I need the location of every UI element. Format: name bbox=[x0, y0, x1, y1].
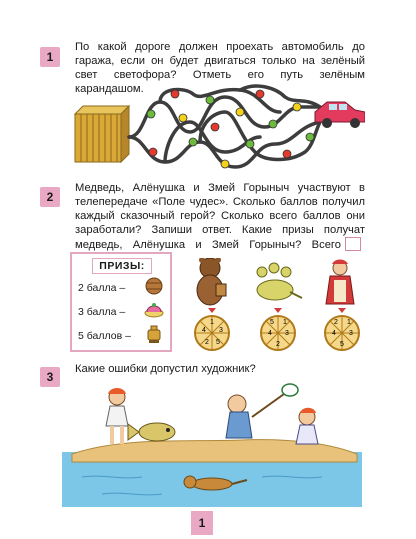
wheel-number: 2 bbox=[276, 341, 280, 348]
task-number-badge: 1 bbox=[40, 47, 60, 67]
prize-row-label: 2 балла – bbox=[78, 282, 126, 294]
cake-icon bbox=[144, 300, 164, 318]
task2-main-text: Медведь, Алёнушка и Змей Горыныч участвуют в телепередаче «Поле чудес». Сколько баллов получил каждый сказочный герой? Сколько всего баллов они заработали? Запиши ответ. Какие призы получат медведь, Алёнушка и Змей Горыныч? Всего bbox=[75, 182, 365, 251]
bear-icon bbox=[197, 258, 226, 305]
task-number-badge: 2 bbox=[40, 187, 60, 207]
wheel-number: 4 bbox=[202, 327, 206, 334]
beach-scene-illustration bbox=[62, 382, 362, 507]
score-wheel bbox=[261, 308, 295, 350]
car-icon bbox=[315, 102, 365, 128]
fish-icon bbox=[128, 423, 175, 441]
wheel-number: 4 bbox=[332, 330, 336, 337]
wheel-number: 1 bbox=[210, 319, 214, 326]
wheel-number: 3 bbox=[219, 327, 223, 334]
prizes-title: ПРИЗЫ: bbox=[92, 258, 152, 274]
alyonushka-icon bbox=[326, 260, 354, 305]
page-number: 1 bbox=[191, 511, 213, 535]
answer-box[interactable] bbox=[345, 237, 361, 251]
wheel-number: 5 bbox=[340, 341, 344, 348]
wheel-number: 1 bbox=[283, 319, 287, 326]
task1-text: По какой дороге должен проехать автомобиль до гаража, если он будет двигаться только на зелёный свет светофора? Отметь его путь зелёным карандашом. bbox=[75, 41, 365, 95]
barrel-icon bbox=[144, 277, 164, 295]
wheel-number: 1 bbox=[347, 319, 351, 326]
boy-icon bbox=[296, 408, 318, 444]
wheel-number: 3 bbox=[285, 330, 289, 337]
prizes-box bbox=[70, 252, 172, 352]
task-number-badge: 3 bbox=[40, 367, 60, 387]
wheel-number: 3 bbox=[349, 330, 353, 337]
samovar-icon bbox=[144, 324, 164, 344]
wheel-number: 2 bbox=[334, 319, 338, 326]
prize-row-label: 3 балла – bbox=[78, 306, 126, 318]
girl-icon bbox=[106, 388, 128, 444]
score-wheel bbox=[195, 308, 229, 350]
wheel-number: 4 bbox=[268, 330, 272, 337]
traffic-lights bbox=[147, 90, 314, 168]
maze-roads bbox=[129, 86, 320, 167]
characters-illustration bbox=[190, 258, 370, 353]
wheel-number: 5 bbox=[216, 339, 220, 346]
wheel-number: 5 bbox=[270, 319, 274, 326]
dragon-icon bbox=[257, 263, 302, 300]
wheel-number: 2 bbox=[205, 339, 209, 346]
maze-illustration bbox=[65, 82, 365, 177]
score-wheel bbox=[325, 308, 359, 350]
garage-icon bbox=[75, 106, 129, 162]
task3-text: Какие ошибки допустил художник? bbox=[75, 363, 256, 375]
old-man-icon bbox=[226, 384, 298, 438]
prize-row-label: 5 баллов – bbox=[78, 330, 131, 342]
